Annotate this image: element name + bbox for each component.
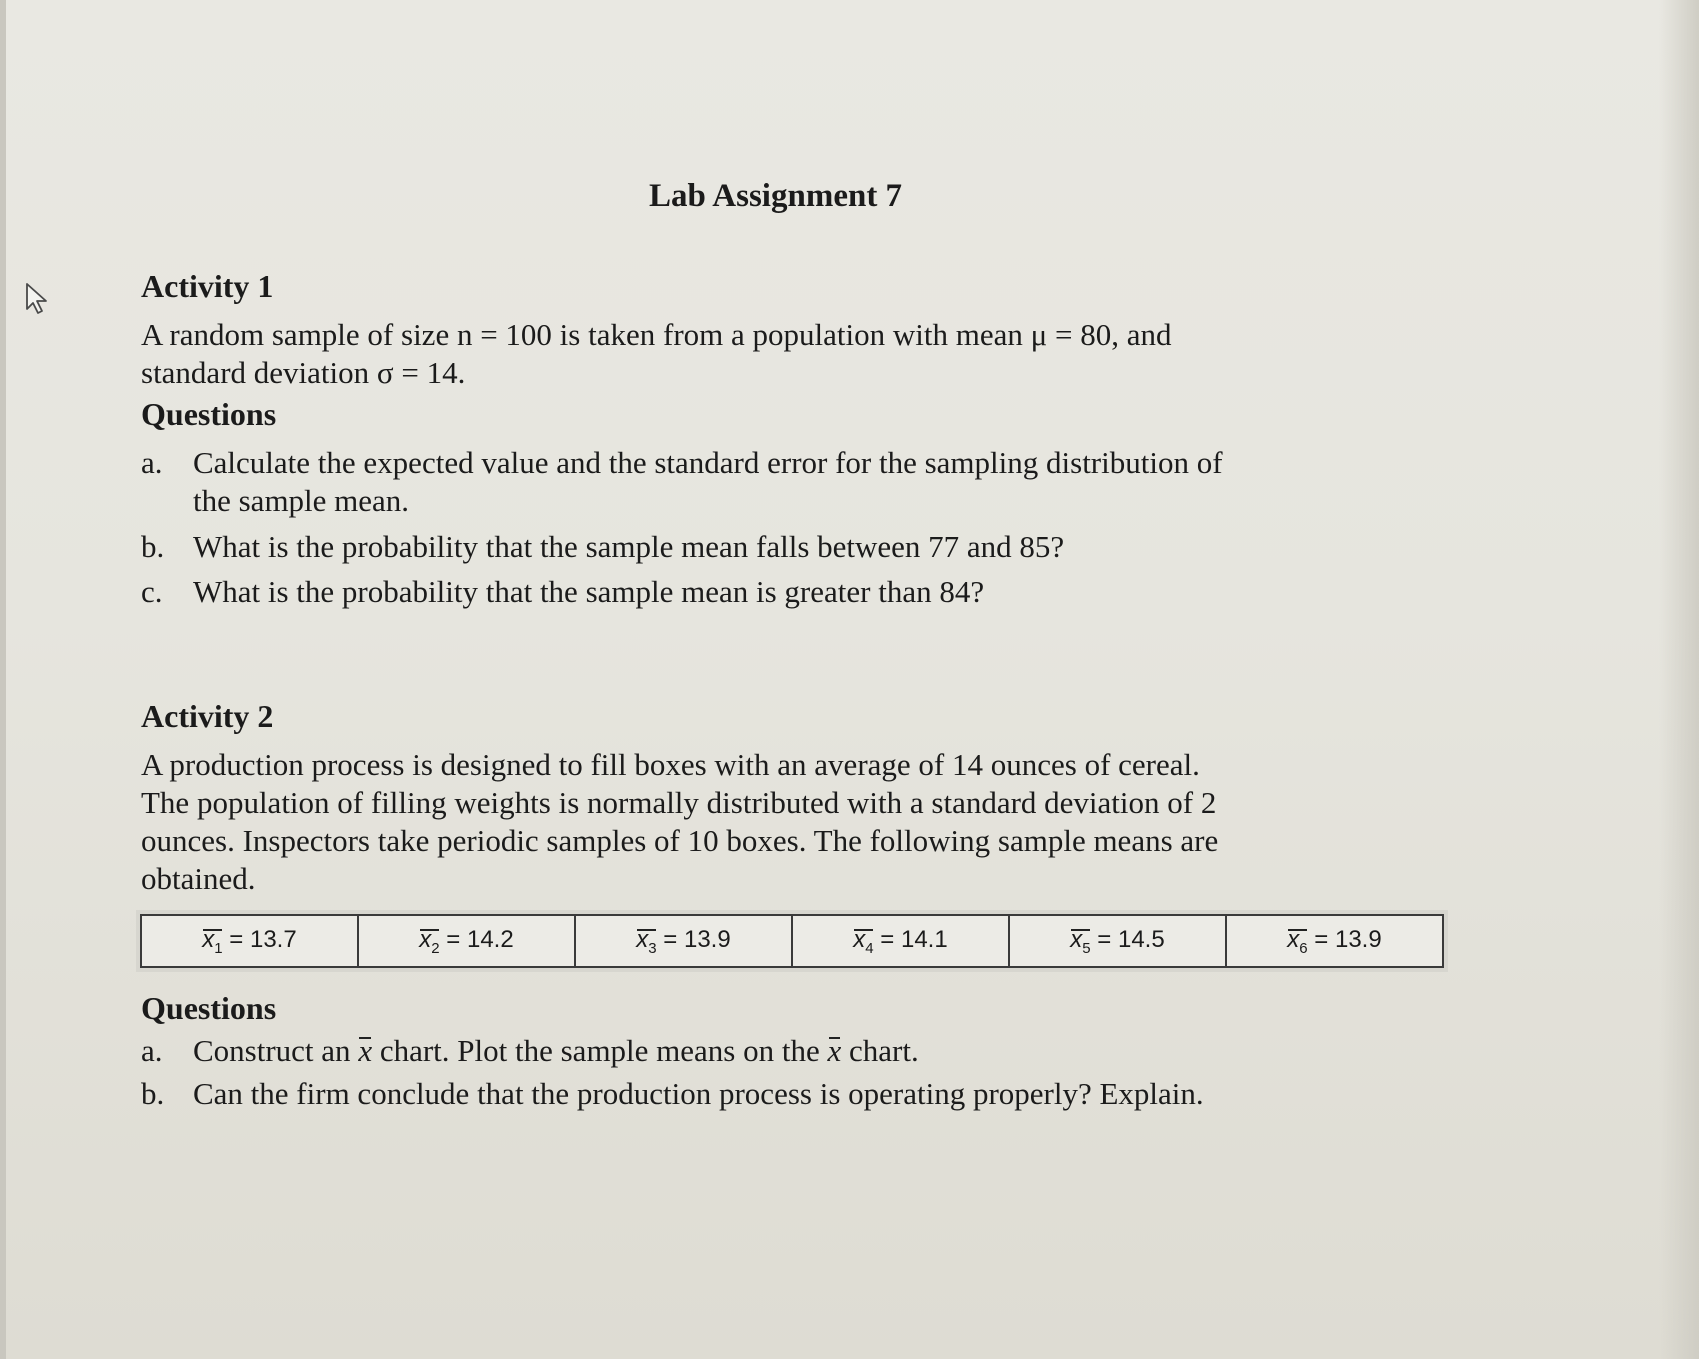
activity-1-question-a <box>141 444 1223 520</box>
question-text-part-2: chart. Plot the sample means on the <box>372 1033 828 1068</box>
sample-mean-cell-6 <box>1226 915 1443 967</box>
question-letter: b. <box>141 529 165 564</box>
question-text: What is the probability that the sample mean falls between 77 and 85? <box>193 529 1065 564</box>
question-letter: c. <box>141 574 163 609</box>
question-letter: a. <box>141 1033 163 1068</box>
activity-1-text <box>141 316 1341 392</box>
activity-2-questions-heading: Questions <box>141 990 277 1026</box>
xbar-symbol: $x_1$ <box>202 925 223 957</box>
sample-mean-value: = 13.9 <box>1314 925 1382 953</box>
question-letter: b. <box>141 1076 165 1111</box>
question-text: Can the firm conclude that the production process is operating properly? Explain. <box>193 1076 1204 1111</box>
screen-right-edge <box>1659 0 1699 1359</box>
sample-mean-cell-2 <box>358 915 575 967</box>
activity-1-questions-heading: Questions <box>141 396 277 432</box>
activity-1-text-line-1: A random sample of size n = 100 is taken from a population with mean μ = 80, and <box>141 317 1172 352</box>
activity-2-question-a <box>141 1032 919 1070</box>
activity-1-question-b <box>141 528 1064 566</box>
sample-mean-cell-5 <box>1009 915 1226 967</box>
sample-means-table <box>140 914 1444 968</box>
question-text-line-2: the sample mean. <box>193 483 410 518</box>
xbar-symbol: x <box>827 1033 842 1068</box>
activity-2-text-line-3: ounces. Inspectors take periodic samples of 10 boxes. The following sample means are <box>141 823 1219 858</box>
activity-1-question-c <box>141 573 984 611</box>
page-title: Lab Assignment 7 <box>649 178 903 214</box>
xbar-symbol: $x_4$ <box>853 925 874 957</box>
sample-mean-cell-1 <box>141 915 358 967</box>
question-letter: a. <box>141 445 163 480</box>
question-text-part-1: Construct an <box>193 1033 359 1068</box>
xbar-symbol: $x_6$ <box>1287 925 1308 957</box>
mouse-pointer-icon <box>24 282 52 316</box>
question-text-line-1: Calculate the expected value and the standard error for the sampling distribution of <box>193 445 1223 480</box>
activity-2-text <box>141 746 1341 898</box>
sample-mean-value: = 14.5 <box>1097 925 1165 953</box>
activity-2-heading: Activity 2 <box>141 698 274 734</box>
xbar-symbol: $x_5$ <box>1070 925 1091 957</box>
sample-mean-value: = 14.2 <box>446 925 514 953</box>
activity-2-text-line-2: The population of filling weights is normally distributed with a standard deviation of 2 <box>141 785 1217 820</box>
sample-mean-value: = 14.1 <box>880 925 948 953</box>
sample-mean-cell-4 <box>792 915 1009 967</box>
activity-1-heading: Activity 1 <box>141 268 274 304</box>
table-row <box>141 915 1443 967</box>
activity-2-text-line-1: A production process is designed to fill boxes with an average of 14 ounces of cereal. <box>141 747 1200 782</box>
activity-2-text-line-4: obtained. <box>141 861 256 896</box>
activity-1-text-line-2: standard deviation σ = 14. <box>141 355 466 390</box>
sample-mean-cell-3 <box>575 915 792 967</box>
xbar-symbol: $x_3$ <box>636 925 657 957</box>
sample-mean-value: = 13.9 <box>663 925 731 953</box>
activity-2-question-b <box>141 1075 1204 1113</box>
question-text: What is the probability that the sample mean is greater than 84? <box>193 574 985 609</box>
question-text-part-3: chart. <box>841 1033 919 1068</box>
sample-mean-value: = 13.7 <box>229 925 297 953</box>
screen-left-edge <box>0 0 6 1359</box>
xbar-symbol: $x_2$ <box>419 925 440 957</box>
xbar-symbol: x <box>358 1033 373 1068</box>
